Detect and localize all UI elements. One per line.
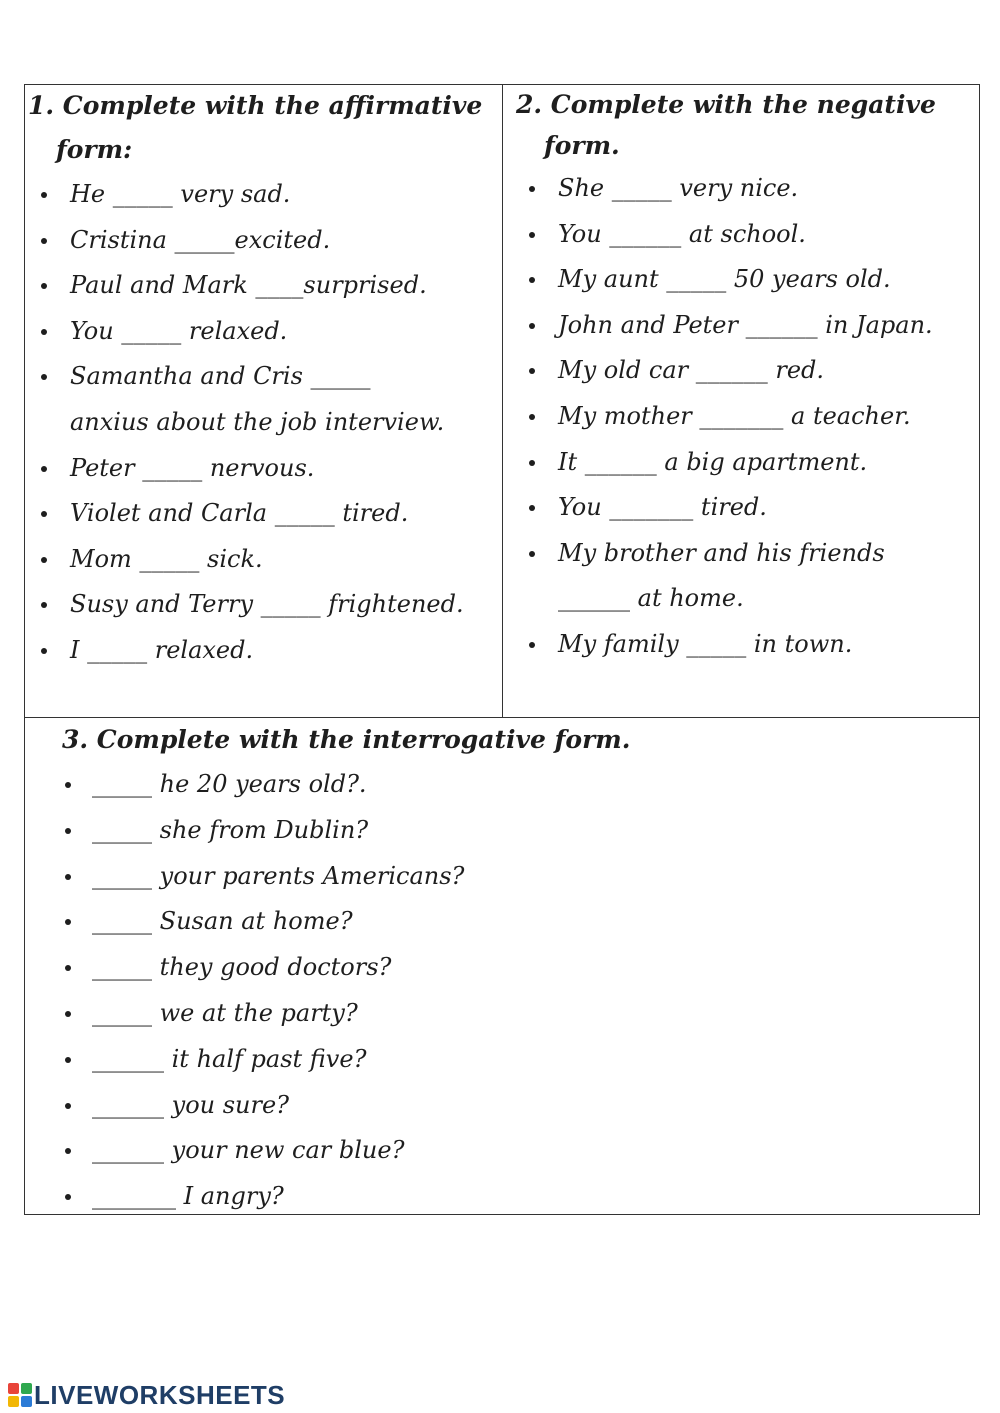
- logo-text: LIVEWORKSHEETS: [34, 1379, 286, 1410]
- list-item: _____ we at the party?: [62, 991, 962, 1037]
- title-line-1: 2. Complete with the negative: [516, 90, 936, 119]
- list-item: My aunt _____ 50 years old.: [516, 257, 978, 303]
- title-line-2: form:: [56, 135, 133, 164]
- list-item: Peter _____ nervous.: [28, 446, 498, 492]
- section-affirmative-title: [28, 84, 498, 172]
- list-item: Susy and Terry _____ frightened.: [28, 582, 498, 628]
- logo-square: [8, 1383, 19, 1394]
- affirmative-list: [28, 172, 498, 674]
- list-item: _____ he 20 years old?.: [62, 762, 962, 808]
- section-negative: [516, 84, 978, 668]
- logo-square: [21, 1383, 32, 1394]
- section-interrogative: [62, 718, 962, 1220]
- list-item-continuation: ______ at home.: [558, 584, 744, 613]
- list-item: [28, 354, 498, 445]
- section-negative-title: [516, 84, 978, 166]
- list-item-text: My brother and his friends: [558, 538, 885, 567]
- list-item: You _______ tired.: [516, 485, 978, 531]
- list-item: It ______ a big apartment.: [516, 440, 978, 486]
- list-item: My mother _______ a teacher.: [516, 394, 978, 440]
- list-item: _____ they good doctors?: [62, 945, 962, 991]
- list-item: She _____ very nice.: [516, 166, 978, 212]
- title-line-2: form.: [544, 131, 620, 160]
- list-item: ______ you sure?: [62, 1083, 962, 1129]
- list-item: Cristina _____excited.: [28, 218, 498, 264]
- column-divider: [502, 85, 503, 717]
- interrogative-list: [62, 762, 962, 1220]
- negative-list: [516, 166, 978, 668]
- list-item: _____ Susan at home?: [62, 899, 962, 945]
- logo-square: [21, 1396, 32, 1407]
- list-item: He _____ very sad.: [28, 172, 498, 218]
- list-item: Paul and Mark ____surprised.: [28, 263, 498, 309]
- section-affirmative: [28, 84, 498, 674]
- list-item-text: Samantha and Cris _____: [70, 362, 371, 391]
- list-item: _____ your parents Americans?: [62, 854, 962, 900]
- list-item: _____ she from Dublin?: [62, 808, 962, 854]
- list-item: _______ I angry?: [62, 1174, 962, 1220]
- logo-square: [8, 1396, 19, 1407]
- list-item: Violet and Carla _____ tired.: [28, 491, 498, 537]
- logo-squares-icon: [8, 1383, 32, 1407]
- list-item: You _____ relaxed.: [28, 309, 498, 355]
- list-item: Mom _____ sick.: [28, 537, 498, 583]
- list-item: John and Peter ______ in Japan.: [516, 303, 978, 349]
- section-interrogative-title: 3. Complete with the interrogative form.: [62, 725, 631, 754]
- list-item: [516, 531, 978, 622]
- list-item: My family _____ in town.: [516, 622, 978, 668]
- liveworksheets-logo[interactable]: [8, 1381, 285, 1409]
- title-line-1: 1. Complete with the affirmative: [28, 91, 483, 120]
- list-item: I _____ relaxed.: [28, 628, 498, 674]
- list-item: You ______ at school.: [516, 212, 978, 258]
- list-item: ______ your new car blue?: [62, 1128, 962, 1174]
- list-item: My old car ______ red.: [516, 348, 978, 394]
- list-item-continuation: anxius about the job interview.: [70, 407, 445, 436]
- list-item: ______ it half past five?: [62, 1037, 962, 1083]
